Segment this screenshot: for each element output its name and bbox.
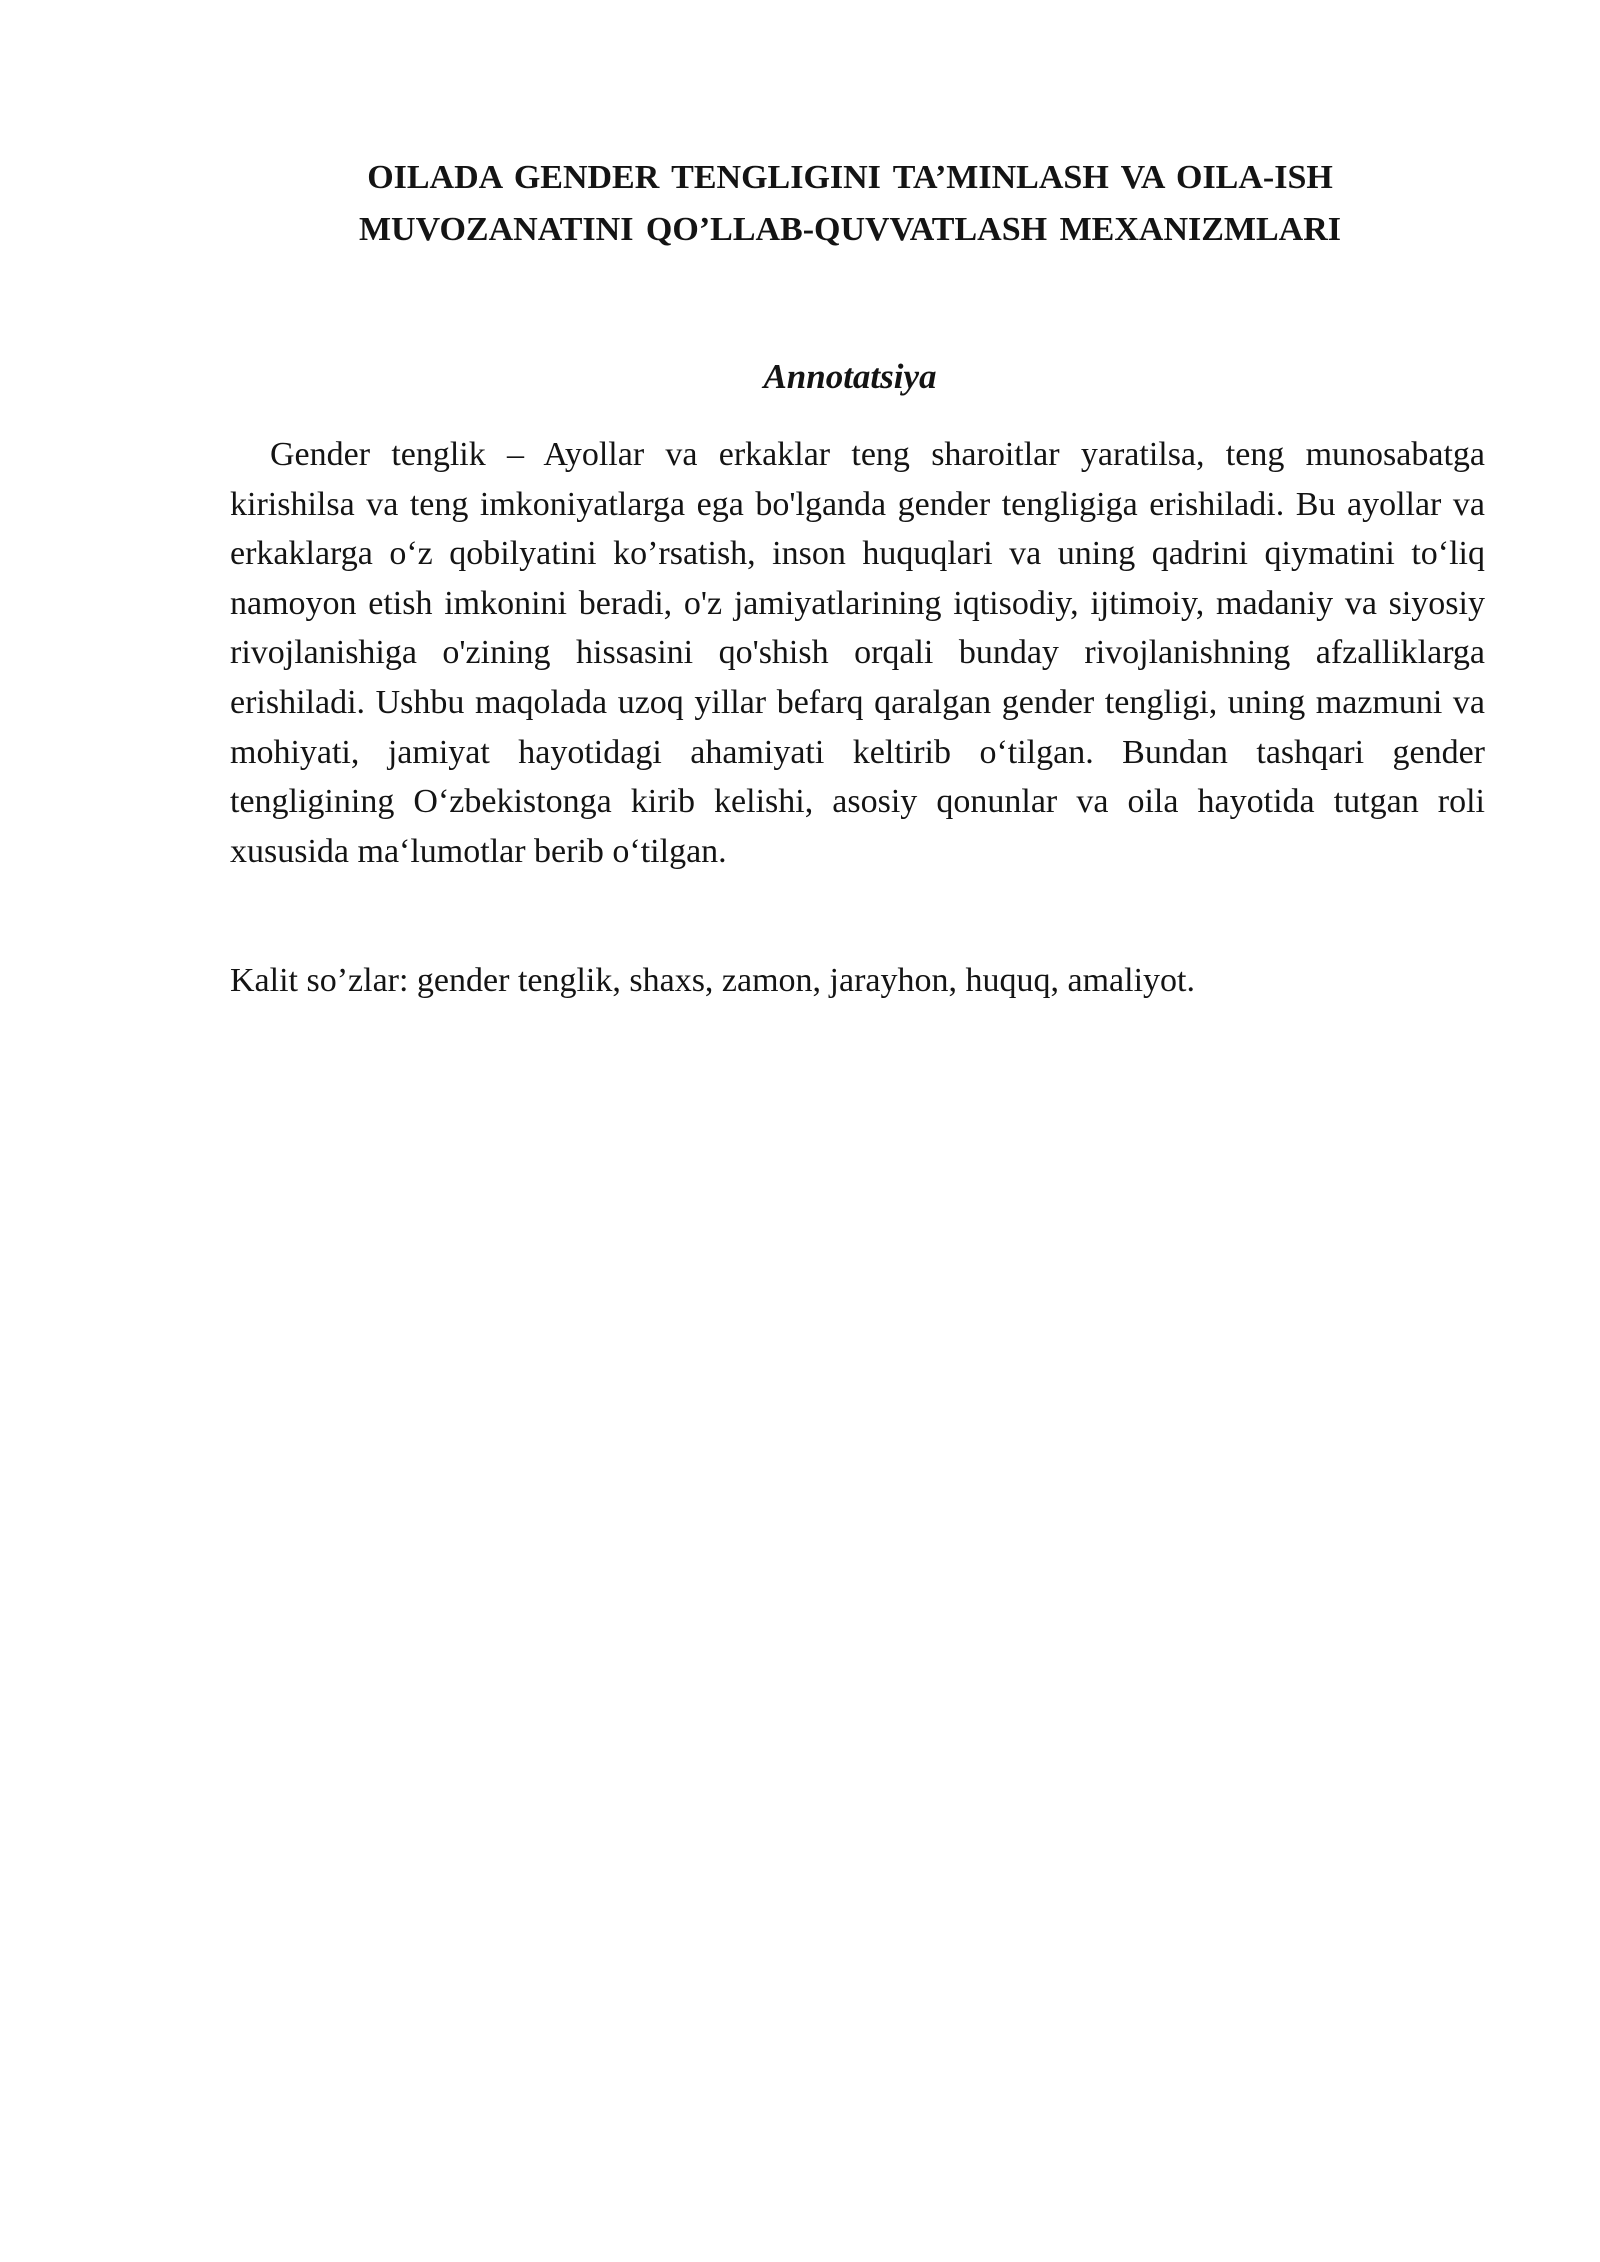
title-line-2: MUVOZANATINI QO’LLAB-QUVVATLASH MEXANIZMLARI xyxy=(358,211,1342,248)
annotation-heading: Annotatsiya xyxy=(763,357,937,396)
keywords-line: Kalit so’zlar: gender tenglik, shaxs, zamon, jarayhon, huquq, amaliyot. xyxy=(230,962,1195,999)
title-line-1: OILADA GENDER TENGLIGINI TA’MINLASH VA OILA-ISH xyxy=(367,159,1333,196)
page-title xyxy=(200,152,1500,256)
abstract-paragraph: Gender tenglik – Ayollar va erkaklar teng sharoitlar yaratilsa, teng munosabatga kirishilsa va teng imkoniyatlarga ega bo'lganda gender tengligiga erishiladi. Bu ayollar va erkaklarga o‘z qobilyatini ko’rsatish, inson huquqlari va uning qadrini qiymatini to‘liq namoyon etish imkonini beradi, o'z jamiyatlarining iqtisodiy, ijtimoiy, madaniy va siyosiy rivojlanishiga o'zining hissasini qo'shish orqali bunday rivojlanishning afzalliklarga erishiladi. Ushbu maqolada uzoq yillar befarq qaralgan gender tengligi, uning mazmuni va mohiyati, jamiyat hayotidagi ahamiyati keltirib o‘tilgan. Bundan tashqari gender tengligining O‘zbekistonga kirib kelishi, asosiy qonunlar va oila hayotida tutgan roli xususida ma‘lumotlar berib o‘tilgan. xyxy=(230,436,1485,870)
